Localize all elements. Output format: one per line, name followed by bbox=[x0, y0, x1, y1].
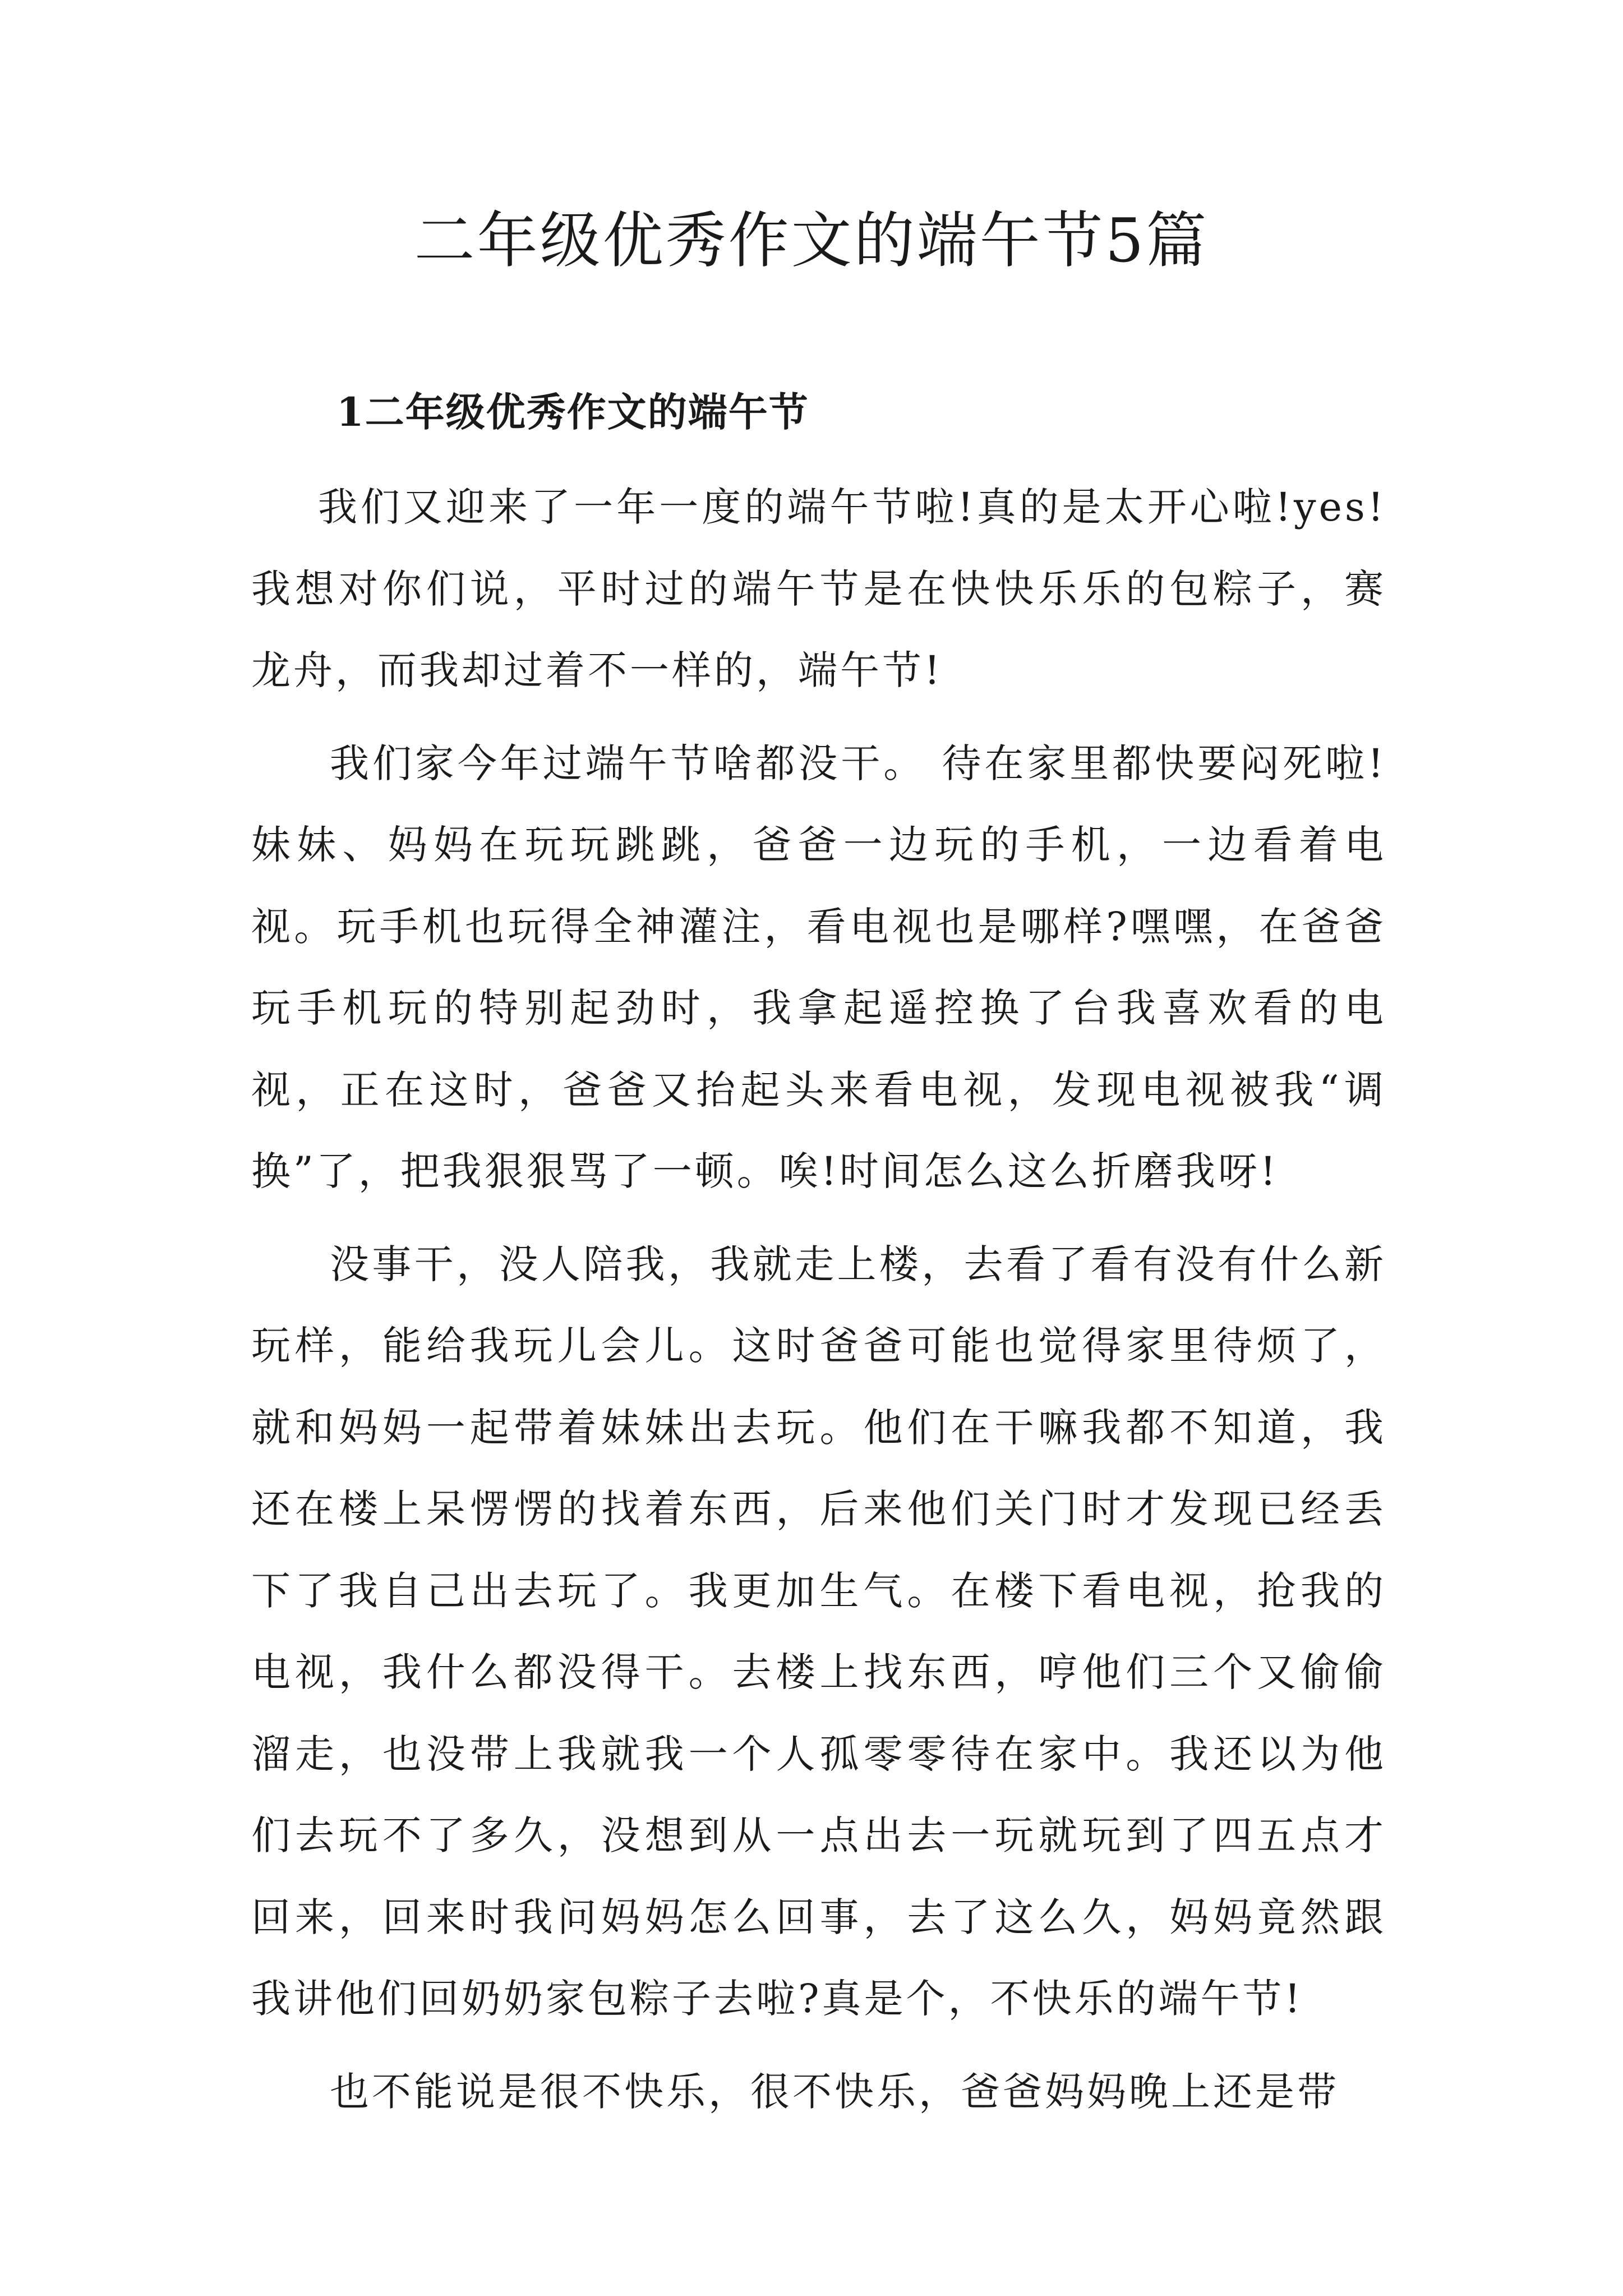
paragraph: 我们家今年过端午节啥都没干。 待在家里都快要闷死啦!妹妹、妈妈在玩玩跳跳，爸爸一边玩的手机，一边看着电视。玩手机也玩得全神灌注，看电视也是哪样?嘿嘿，在爸爸玩手机玩的特别起劲时，我拿起遥控换了台我喜欢看的电视，正在这时，爸爸又抬起头来看电视，发现电视被我“调换”了，把我狠狠骂了一顿。唉!时间怎么这么折磨我呀! bbox=[251, 740, 1386, 1194]
essay-body bbox=[251, 467, 1386, 2144]
paragraph: 也不能说是很不快乐，很不快乐，爸爸妈妈晚上还是带 bbox=[330, 2068, 1339, 2115]
document-title: 二年级优秀作文的端午节5篇 bbox=[414, 206, 1209, 276]
paragraph: 没事干，没人陪我，我就走上楼，去看了看有没有什么新玩样，能给我玩儿会儿。这时爸爸可能也觉得家里待烦了，就和妈妈一起带着妹妹出去玩。他们在干嘛我都不知道，我还在楼上呆愣愣的找着东西，后来他们关门时才发现已经丢下了我自己出去玩了。我更加生气。在楼下看电视，抢我的电视，我什么都没得干。去楼上找东西，哼他们三个又偷偷溜走，也没带上我就我一个人孤零零待在家中。我还以为他们去玩不了多久，没想到从一点出去一玩就玩到了四五点才回来，回来时我问妈妈怎么回事，去了这么久，妈妈竟然跟我讲他们回奶奶家包粽子去啦?真是个，不快乐的端午节! bbox=[251, 1241, 1386, 2022]
paragraph: 我们又迎来了一年一度的端午节啦!真的是太开心啦!yes!我想对你们说，平时过的端午节是在快快乐乐的包粽子，赛龙舟，而我却过着不一样的，端午节! bbox=[251, 484, 1386, 693]
section-heading: 1二年级优秀作文的端午节 bbox=[336, 389, 809, 435]
